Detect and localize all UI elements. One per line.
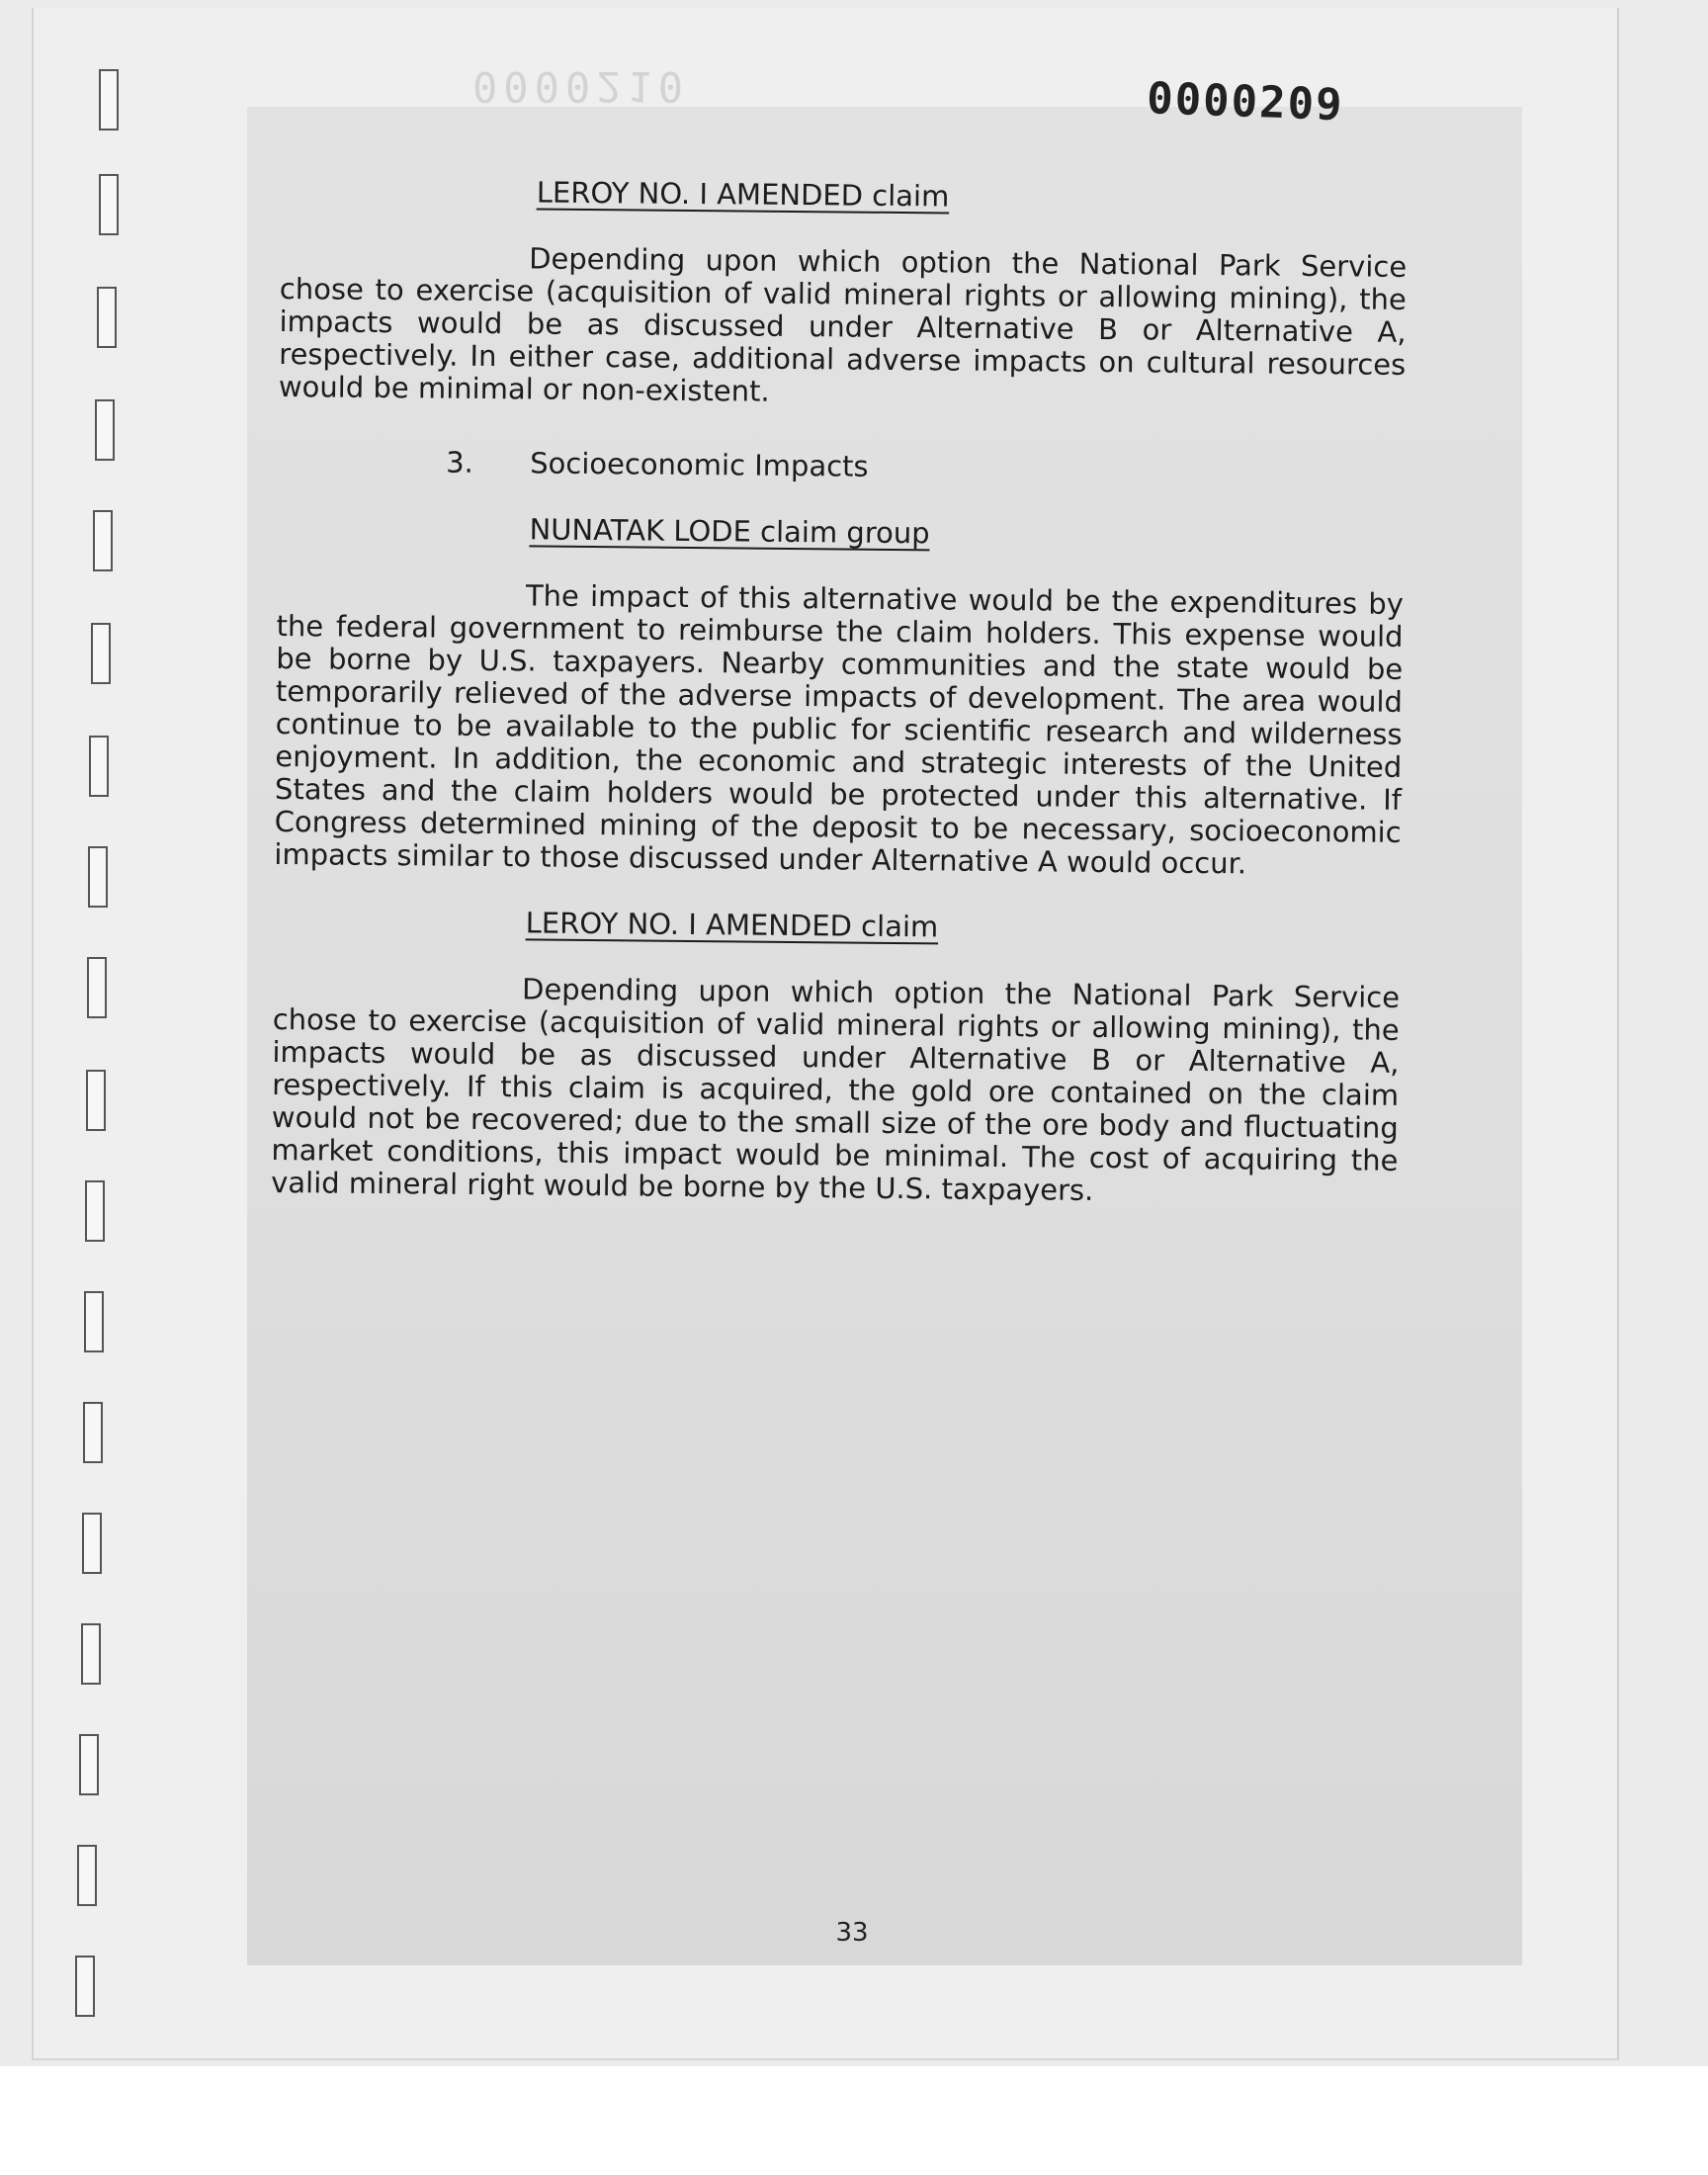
binder-hole-icon [93, 510, 113, 571]
document-body [271, 174, 1408, 1210]
leroy-heading-1: LEROY NO. I AMENDED claim [536, 175, 950, 214]
binder-hole-icon [75, 1956, 95, 2017]
binder-hole-icon [97, 287, 117, 348]
leroy-heading-2: LEROY NO. I AMENDED claim [525, 906, 939, 944]
binder-hole-icon [82, 1513, 102, 1574]
binder-hole-icon [85, 1180, 105, 1242]
document-stamp-number: 0000209 [1146, 73, 1345, 131]
binder-hole-icon [95, 399, 115, 461]
binder-hole-icon [84, 1291, 104, 1352]
section-number: 3. [446, 445, 474, 479]
binder-hole-icon [99, 174, 119, 235]
binder-hole-icon [86, 1070, 106, 1131]
binder-hole-icon [87, 957, 107, 1018]
page-number: 33 [835, 1918, 869, 1948]
leroy-paragraph-2: Depending upon which option the National Park Service chose to exercise (acquisition of valid mineral rights or allowing mining), the impacts would be as discussed under Alternative B or Alternative A, respectively. If this claim is acquired, the gold ore contained on the claim would not be recovered; due to the small size of the ore body and fluctuating market conditions, this impact would be minimal. The cost of acquiring the valid mineral right would be borne by the U.S. taxpayers. [271, 972, 1401, 1207]
binder-hole-icon [79, 1734, 99, 1795]
binder-hole-icon [99, 69, 119, 130]
binder-hole-icon [77, 1845, 97, 1906]
binder-hole-icon [81, 1623, 101, 1685]
nunatak-paragraph: The impact of this alternative would be the expenditures by the federal government to reimburse the claim holders. This expense would be borne by U.S. taxpayers. Nearby communities and the state would be temporarily relieved of the adverse impacts of development. The area would continue to be available to the public for scientific research and wilderness enjoyment. In addition, the economic and strategic interests of the United States and the claim holders would be protected under this alternative. If Congress determined mining of the deposit to be necessary, socioeconomic impacts similar to those discussed under Alternative A would occur. [274, 578, 1405, 881]
section-title: Socioeconomic Impacts [530, 446, 869, 483]
section-heading [446, 447, 1405, 488]
leroy-paragraph-1: Depending upon which option the National Park Service chose to exercise (acquisition of valid mineral rights or allowing mining), the impacts would be as discussed under Alternative B or Alternative A, respectively. In either case, additional adverse impacts on cultural resources would be minimal or non-existent. [278, 241, 1408, 408]
binder-hole-icon [91, 623, 111, 684]
bleed-through-number: 0000210 [472, 62, 690, 111]
binder-hole-icon [89, 736, 109, 797]
nunatak-heading: NUNATAK LODE claim group [529, 512, 930, 551]
binder-hole-icon [83, 1402, 103, 1463]
binder-hole-icon [88, 846, 108, 908]
